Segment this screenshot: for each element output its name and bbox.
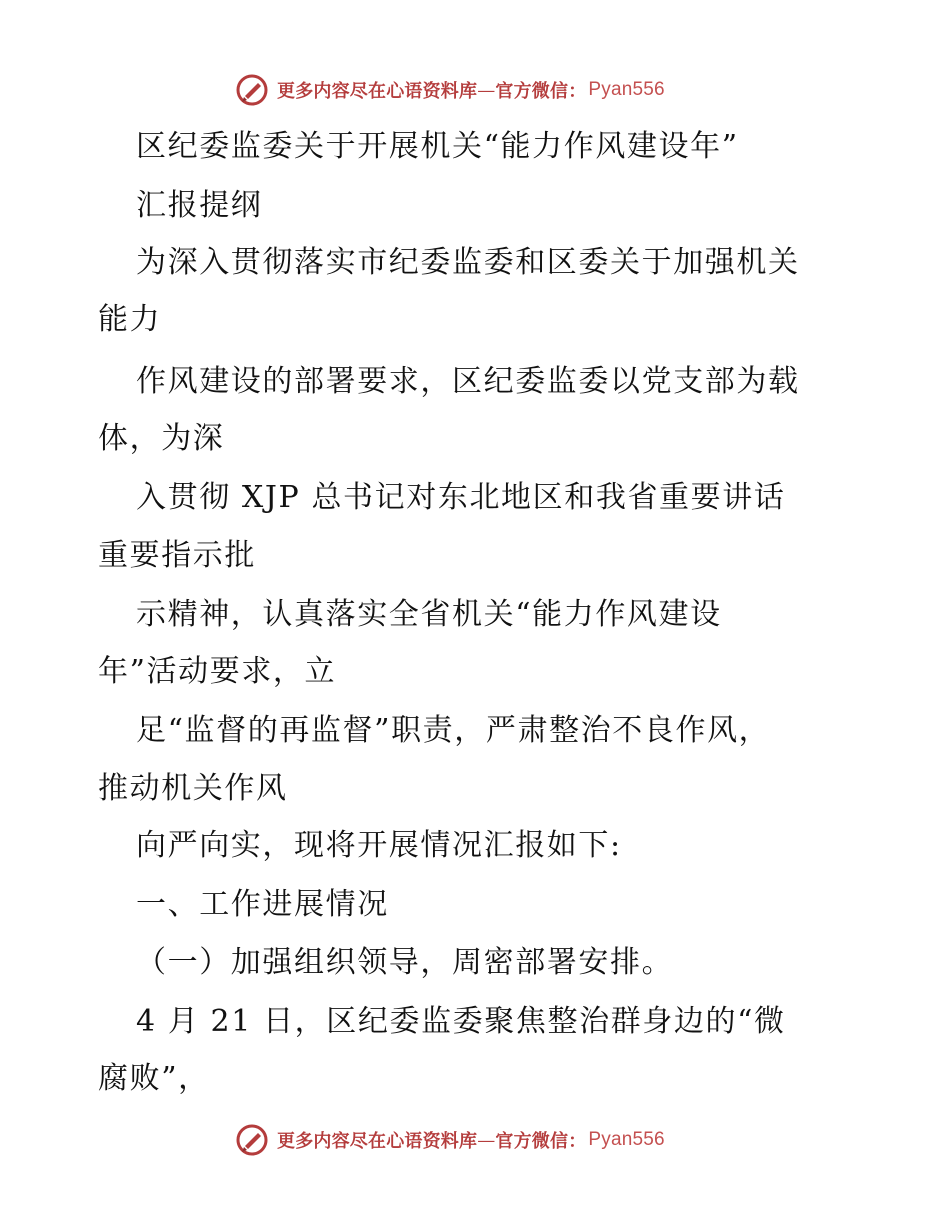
- document-title-line-1: 区纪委监委关于开展机关“能力作风建设年”: [136, 129, 739, 164]
- paragraph-line: 能力: [98, 302, 162, 337]
- paragraph-line: 为深入贯彻落实市纪委监委和区委关于加强机关: [136, 245, 800, 280]
- paragraph-line: 体，为深: [98, 421, 225, 456]
- paragraph-line: 年”活动要求，立: [98, 654, 337, 689]
- watermark-main-text: 更多内容尽在心语资料库: [277, 81, 478, 102]
- watermark-wechat-id: Pyan556: [588, 1129, 665, 1150]
- paragraph-line: 推动机关作风: [98, 771, 288, 806]
- section-heading: 一、工作进展情况: [136, 887, 389, 922]
- paragraph-line: 入贯彻 XJP 总书记对东北地区和我省重要讲话: [136, 480, 786, 515]
- watermark-separator: —: [477, 79, 496, 101]
- subsection-heading: （一）加强组织领导，周密部署安排。: [136, 945, 674, 980]
- pen-logo-icon: [235, 1123, 269, 1157]
- watermark-text: [277, 1127, 665, 1153]
- paragraph-line: 腐败”，: [98, 1061, 210, 1096]
- paragraph-line: 4 月 21 日，区纪委监委聚焦整治群身边的“微: [136, 1004, 786, 1039]
- document-title-line-2: 汇报提纲: [136, 188, 263, 223]
- paragraph-line: 作风建设的部署要求，区纪委监委以党支部为载: [136, 364, 800, 399]
- paragraph-line: 示精神，认真落实全省机关“能力作风建设: [136, 597, 722, 632]
- paragraph-line: 重要指示批: [98, 538, 256, 573]
- watermark-main-text: 更多内容尽在心语资料库: [277, 1131, 478, 1152]
- watermark-wechat-label: 官方微信：: [495, 1131, 587, 1152]
- paragraph-line: 向严向实，现将开展情况汇报如下:: [136, 828, 622, 863]
- paragraph-line: 足“监督的再监督”职责，严肃整治不良作风，: [136, 713, 771, 748]
- watermark-separator: —: [477, 1129, 496, 1151]
- footer-watermark: [235, 1122, 665, 1158]
- watermark-wechat-id: Pyan556: [588, 79, 665, 100]
- watermark-wechat-label: 官方微信：: [495, 81, 587, 102]
